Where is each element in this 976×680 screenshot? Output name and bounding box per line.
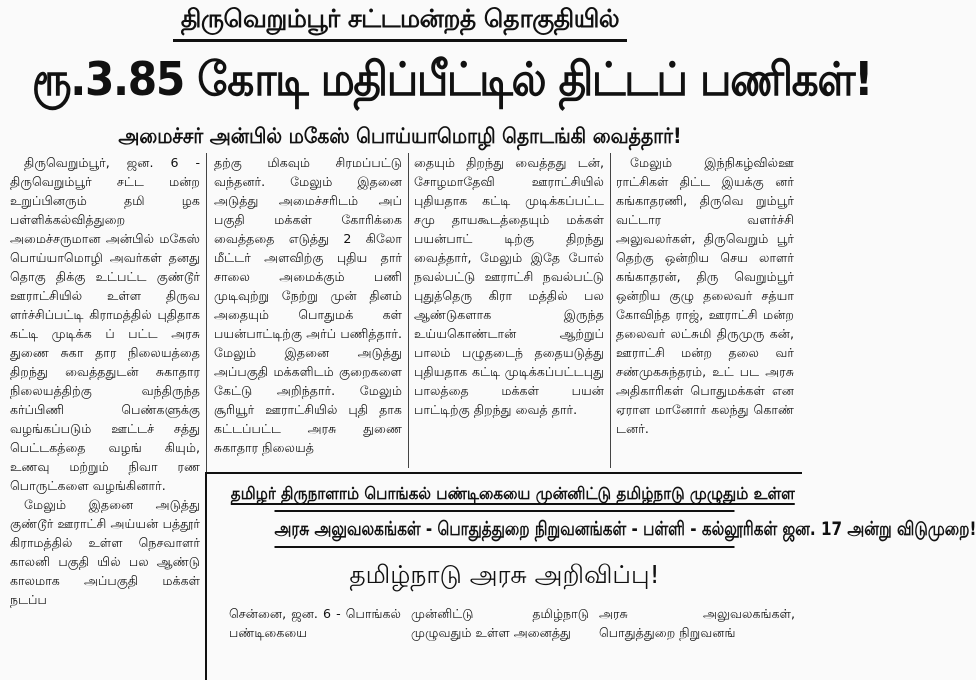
boxed-news-item — [205, 472, 976, 680]
box-paragraph: சென்னை, ஜன. 6 - பொங்கல் பண்டிகையை — [229, 606, 401, 640]
article-kicker: திருவெறும்பூர் சட்டமன்றத் தொகுதியில் — [173, 4, 627, 42]
article-paragraph: திருவெறும்பூர், ஜன. 6 - திருவெறும்பூர் சட்ட மன்ற உறுப்பினரும் தமி ழக பள்ளிக்கல்வித்துறை அமைச்சருமான அன்பில் மகேஸ் பொய்யாமொழி அவர்கள் தனது தொகு திக்கு உட்பட்ட குண்டூர் ஊராட்சியில் உள்ள திருவ ளர்ச்சிப்பட்டி கிராமத்தில் புதிதாக கட்டி முடிக்க ப் பட்ட அரசு துணை சுகா தார நிலையத்தை திறந்து வைத்ததுடன் சுகாதார நிலையத்திற்கு வந்திருந்த கர்ப்பிணி பெண்களுக்கு வழங்கப்படும் ஊட்டச் சத்து பெட்டகத்தை வழங் கியும், உணவு மற்றும் நிவா ரண பொருட்களை வழங்கினார். — [10, 155, 200, 493]
article-paragraph: தற்கு மிகவும் சிரமப்பட்டு வந்தனர். மேலும் இதனை அடுத்து அமைச்சரிடம் அப் பகுதி மக்கள் கோரிக்கை வைத்ததை எடுத்து 2 கிலோ மீட்டர் அளவிற்கு புதிய தார் சாலை அமைக்கும் பணி முடிவுற்று நேற்று முன் தினம் அதையும் பொதுமக் கள் பயன்பாட்டிற்கு அர்ப் பணித்தார். மேலும் இதனை அடுத்து அப்பகுதி மக்களிடம் குறைகளை கேட்டு அறிந்தார். மேலும் சூரியூர் ஊராட்சியில் புதி தாக கட்டப்பட்ட அரசு துணை சுகாதார நிலையத் — [214, 155, 402, 455]
box-column-3 — [599, 604, 795, 642]
box-headline: அரசு அலுவலகங்கள் - பொதுத்துறை நிறுவனங்கள் - பள்ளி - கல்லூரிகள் ஜன. 17 அன்று விடுமுறை! — [275, 510, 735, 548]
column-divider — [408, 153, 409, 468]
article-paragraph: தையும் திறந்து வைத்தது டன், சோழமாதேவி ஊராட்சியில் புதியதாக கட்டி முடிக்கப்பட்ட சமு தாயகூடத்தையும் மக்கள் பயன்பாட் டிற்கு திறந்து வைத்தார், மேலும் இதே போல் நவல்பட்டு ஊராட்சி நவல்பட்டு புதுத்தெரு கிரா மத்தில் பல ஆண்டுகளாக இருந்த உய்யகொண்டான் ஆற்றுப் பாலம் பழுதடைந் ததையடுத்து புதியதாக கட்டி முடிக்கப்பட்டபுது பாலத்தை மக்கள் பயன் பாட்டிற்கு திறந்து வைத் தார். — [414, 155, 604, 417]
box-subhead: தமிழ்நாடு அரசு அறிவிப்பு! — [349, 560, 660, 589]
article-subhead: அமைச்சர் அன்பில் மகேஸ் பொய்யாமொழி தொடங்கி வைத்தார்! — [118, 124, 682, 148]
kicker-wrap — [0, 4, 800, 42]
box-paragraph: முன்னிட்டு தமிழ்நாடு முழுவதும் உள்ள அனைத்து — [411, 606, 589, 640]
article-column-4 — [616, 153, 794, 438]
article-paragraph: மேலும் இதனை அடுத்து குண்டூர் ஊராட்சி அய்யன் பத்தூர் கிராமத்தில் உள்ள நெசவாளர் காலனி பகுதி யில் பல ஆண்டு காலமாக அப்பகுதி மக்கள் நடப்ப — [10, 497, 200, 607]
box-column-1 — [229, 604, 401, 642]
box-kicker — [230, 484, 795, 506]
article-column-2 — [214, 153, 402, 457]
box-paragraph: அரசு அலுவலகங்கள், பொதுத்துறை நிறுவனங் — [599, 606, 795, 640]
column-divider — [610, 153, 611, 468]
box-column-2 — [411, 604, 589, 642]
article-paragraph: மேலும் இந்நிகழ்வில்ஊ ராட்சிகள் திட்ட இயக்கு னர் கங்காதரணி, திருவெ றும்பூர் வட்டார வளர்ச்சி அலுவலர்கள், திருவெறும் பூர் தெற்கு ஒன்றிய செய லாளர் கங்காதரன், திரு வெறும்பூர் ஒன்றிய குழு தலைவர் சத்யா கோவிந்த ராஜ், ஊராட்சி மன்ற தலைவர் லட்சுமி திருமுரு கன், ஊராட்சி மன்ற தலை வர் சண்முகசுந்தரம், உட் பட அரசு அதிகாரிகள் பொதுமக்கள் என ஏராள மானோர் கலந்து கொண் டனர். — [616, 155, 794, 436]
box-kicker-text: தமிழர் திருநாளாம் பொங்கல் பண்டிகையை முன்னிட்டு தமிழ்நாடு முழுதும் உள்ள — [230, 484, 795, 503]
article-column-3 — [414, 153, 604, 419]
article-headline: ரூ.3.85 கோடி மதிப்பீட்டில் திட்டப் பணிகள்! — [32, 52, 873, 106]
article-column-1 — [10, 153, 200, 609]
